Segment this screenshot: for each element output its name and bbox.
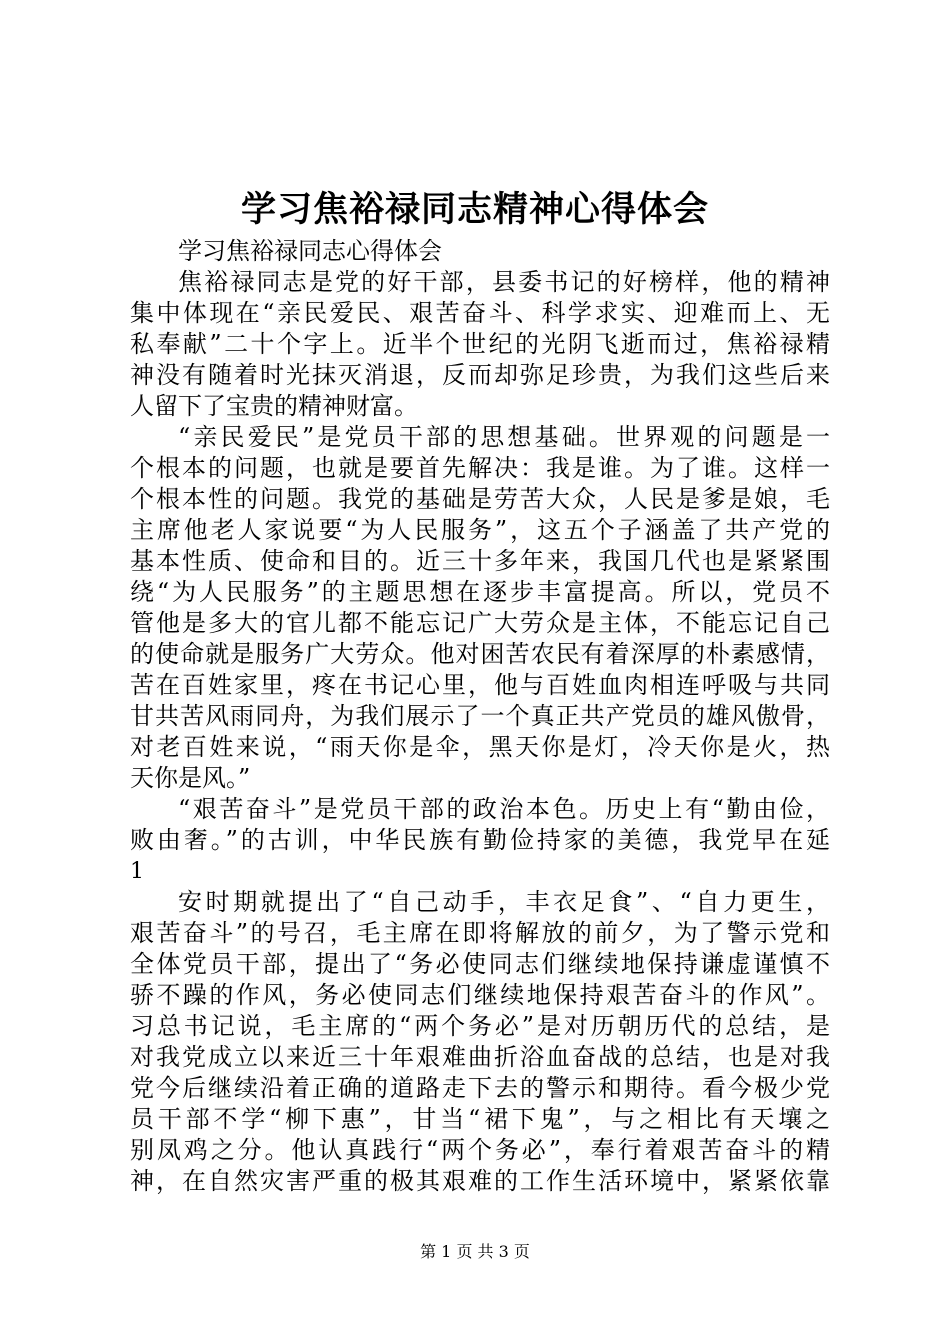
paragraph-line: 苦在百姓家里，疼在书记心里，他与百姓血肉相连呼吸与共同 [130,671,830,699]
paragraph-line: 管他是多大的官儿都不能忘记广大劳众是主体，不能忘记自己 [130,609,830,637]
paragraph-line: 天你是风。” [130,764,251,792]
paragraph-line: “艰苦奋斗”是党员干部的政治本色。历史上有“勤由俭， [178,795,830,823]
paragraph-line: 骄不躁的作风，务必使同志们继续地保持艰苦奋斗的作风”。 [130,981,830,1009]
paragraph-line: 集中体现在“亲民爱民、艰苦奋斗、科学求实、迎难而上、无 [130,299,830,327]
paragraph-line: 甘共苦风雨同舟，为我们展示了一个真正共产党员的雄风傲骨， [130,702,830,730]
paragraph-line: 员干部不学“柳下惠”，甘当“裙下鬼”，与之相比有天壤之 [130,1105,830,1133]
paragraph-line: “亲民爱民”是党员干部的思想基础。世界观的问题是一 [178,423,830,451]
paragraph-line: 基本性质、使命和目的。近三十多年来，我国几代也是紧紧围 [130,547,830,575]
paragraph-line: 的使命就是服务广大劳众。他对困苦农民有着深厚的朴素感情， [130,640,830,668]
paragraph-line: 神没有随着时光抹灭消退，反而却弥足珍贵，为我们这些后来 [130,361,830,389]
paragraph-line: 习总书记说，毛主席的“两个务必”是对历朝历代的总结，是 [130,1012,830,1040]
paragraph-line: 神，在自然灾害严重的极其艰难的工作生活环境中，紧紧依靠 [130,1167,830,1195]
subtitle-line: 学习焦裕禄同志心得体会 [178,237,442,265]
paragraph-line: 焦裕禄同志是党的好干部，县委书记的好榜样，他的精神 [178,268,830,296]
paragraph-line: 对我党成立以来近三十年艰难曲折浴血奋战的总结，也是对我 [130,1043,830,1071]
paragraph-line: 主席他老人家说要“为人民服务”，这五个子涵盖了共产党的 [130,516,830,544]
paragraph-line: 绕“为人民服务”的主题思想在逐步丰富提高。所以，党员不 [130,578,830,606]
paragraph-line: 败由奢。”的古训，中华民族有勤俭持家的美德，我党早在延 [130,826,830,854]
page-footer: 第 1 页 共 3 页 [420,1242,530,1261]
paragraph-line: 人留下了宝贵的精神财富。 [130,392,418,420]
paragraph-line: 艰苦奋斗”的号召，毛主席在即将解放的前夕，为了警示党和 [130,919,830,947]
paragraph-line: 党今后继续沿着正确的道路走下去的警示和期待。看今极少党 [130,1074,830,1102]
document-title: 学习焦裕禄同志精神心得体会 [240,189,709,230]
paragraph-line: 安时期就提出了“自己动手，丰衣足食”、“自力更生， [178,888,830,916]
paragraph-line: 别凤鸡之分。他认真践行“两个务必”，奉行着艰苦奋斗的精 [130,1136,830,1164]
paragraph-line: 对老百姓来说，“雨天你是伞，黑天你是灯，冷天你是火，热 [130,733,830,761]
page-number-marker: 1 [130,859,144,884]
paragraph-line: 私奉献”二十个字上。近半个世纪的光阴飞逝而过，焦裕禄精 [130,330,830,358]
document-body [130,236,830,1197]
paragraph-line: 个根本性的问题。我党的基础是劳苦大众，人民是爹是娘，毛 [130,485,830,513]
paragraph-line: 个根本的问题，也就是要首先解决：我是谁。为了谁。这样一 [130,454,830,482]
paragraph-line: 全体党员干部，提出了“务必使同志们继续地保持谦虚谨慎不 [130,950,830,978]
